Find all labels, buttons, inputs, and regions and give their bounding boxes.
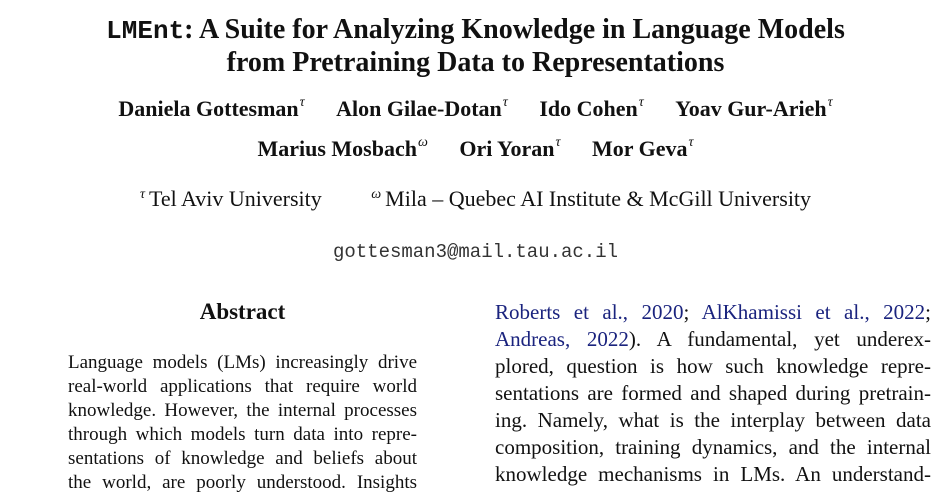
title-line-1-text: : A Suite for Analyzing Knowledge in Language Models: [184, 14, 845, 45]
affiliation: [371, 186, 811, 212]
author: [118, 96, 304, 122]
title-line-2: from Pretraining Data to Representations: [226, 47, 725, 78]
title-line-1: [0, 14, 951, 47]
body-line: sentations are formed and shaped during pretrain-: [495, 381, 931, 405]
affiliation-mark: τ: [502, 95, 508, 110]
author-name: Marius Mosbach: [257, 136, 417, 161]
affiliation-mark: τ: [827, 95, 833, 110]
author: [459, 136, 560, 162]
body-line: plored, question is how such knowledge repre-: [495, 354, 931, 378]
author-name: Daniela Gottesman: [118, 96, 299, 121]
affiliation-mark: τ: [688, 135, 694, 150]
paper-title: [0, 14, 951, 79]
author-name: Alon Gilae-Dotan: [336, 96, 502, 121]
author: [336, 96, 508, 122]
author-name: Mor Geva: [592, 136, 688, 161]
affiliation-mark: τ: [139, 187, 145, 202]
body-text-column: [495, 299, 931, 488]
author: [539, 96, 643, 122]
affiliations: [0, 186, 951, 212]
abstract-line: sentations of knowledge and beliefs about: [68, 448, 417, 469]
author-name: Ido Cohen: [539, 96, 638, 121]
author: [592, 136, 694, 162]
title-system-name: LMEnt: [106, 16, 185, 46]
abstract-line: Language models (LMs) increasingly drive: [68, 352, 417, 373]
body-line: [495, 299, 931, 326]
affiliation-mark: τ: [638, 95, 644, 110]
body-line-text: ). A fundamental, yet underex-: [628, 327, 931, 351]
abstract-heading: Abstract: [199, 299, 286, 324]
author-name: Ori Yoran: [459, 136, 555, 161]
affiliation-mark: ω: [371, 187, 382, 202]
affiliation-name: Mila – Quebec AI Institute & McGill University: [385, 186, 812, 211]
abstract-line: real-world applications that require world: [68, 376, 417, 397]
body-line: composition, training dynamics, and the internal: [495, 435, 931, 459]
affiliation-mark: ω: [417, 135, 428, 150]
body-line: [495, 326, 931, 353]
abstract-line: through which models turn data into repre-: [68, 424, 417, 445]
affiliation-name: Tel Aviv University: [148, 186, 322, 211]
body-line: knowledge mechanisms in LMs. An understand-: [495, 462, 931, 486]
author: [675, 96, 832, 122]
affiliation-mark: τ: [299, 95, 305, 110]
citation-separator: ;: [925, 300, 931, 324]
author-name: Yoav Gur-Arieh: [675, 96, 827, 121]
citation-link[interactable]: Andreas, 2022: [495, 327, 629, 351]
author-list-row-1: [0, 96, 951, 122]
citation-separator: ;: [683, 300, 702, 324]
contact-email[interactable]: gottesman3@mail.tau.ac.il: [332, 241, 619, 263]
abstract-line: knowledge. However, the internal processes: [68, 400, 417, 421]
abstract-body: [68, 351, 417, 495]
affiliation: [140, 186, 322, 212]
author: [257, 136, 427, 162]
affiliation-mark: τ: [555, 135, 561, 150]
citation-link[interactable]: AlKhamissi et al., 2022: [701, 300, 926, 324]
author-list-row-2: [0, 136, 951, 162]
body-line: ing. Namely, what is the interplay between data: [495, 408, 931, 432]
abstract-line: the world, are poorly understood. Insights: [68, 472, 417, 493]
citation-link[interactable]: Roberts et al., 2020: [495, 300, 684, 324]
